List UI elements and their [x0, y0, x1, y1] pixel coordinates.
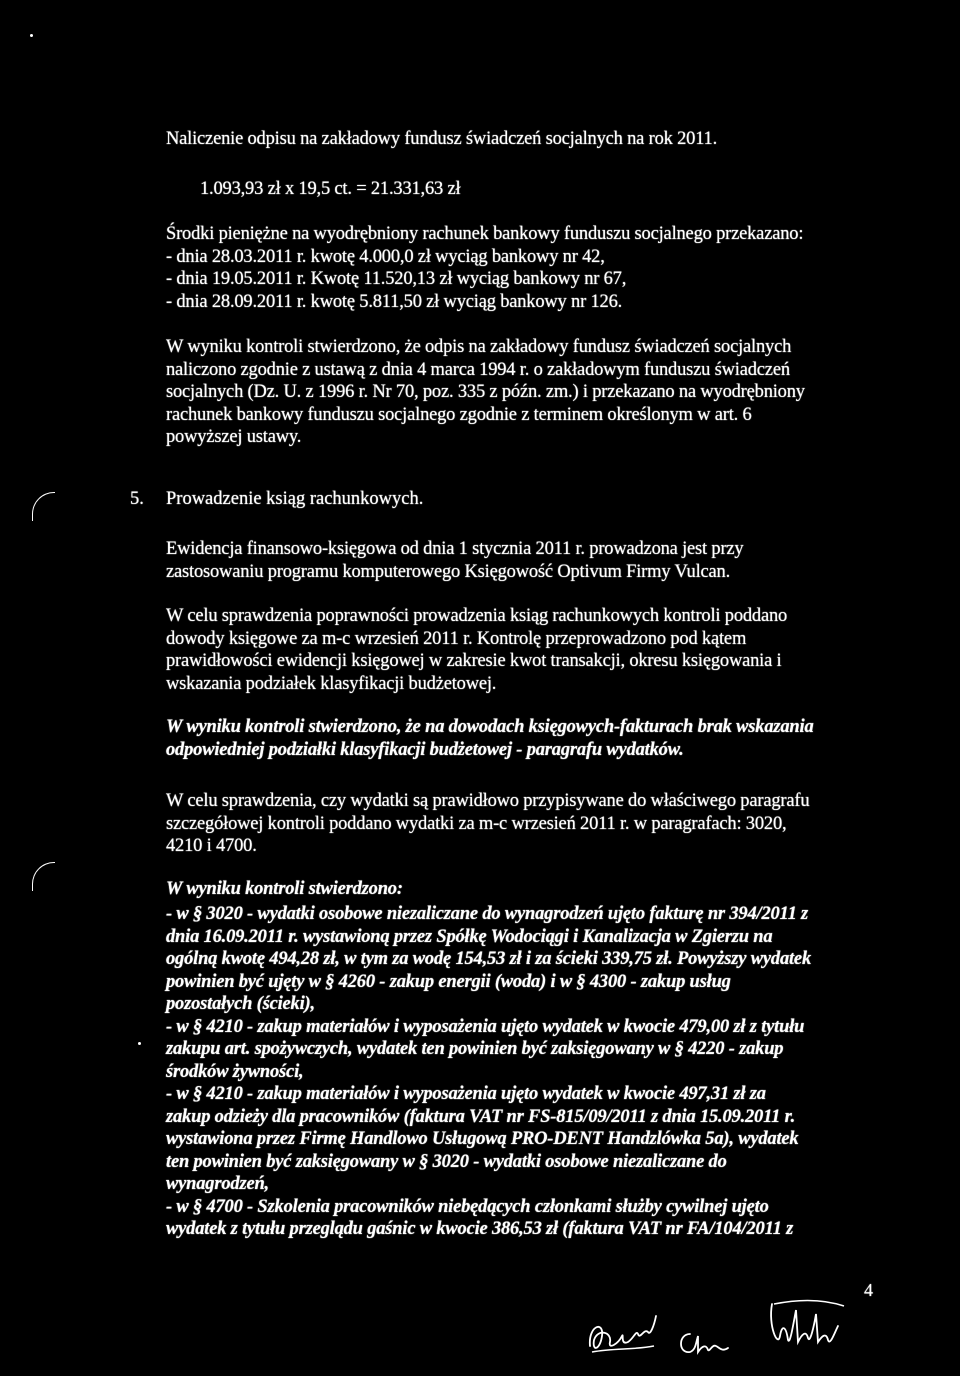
section-title: Prowadzenie ksiąg rachunkowych.: [166, 489, 424, 509]
signature-2: [676, 1322, 736, 1362]
finding-line: dnia 16.09.2011 r. wystawioną przez Spółkę Wodociągi i Kanalizacja w Zgierzu na: [166, 926, 773, 947]
calculation-line: 1.093,93 zł x 19,5 ct. = 21.331,63 zł: [200, 179, 461, 199]
records-paragraph: [166, 538, 874, 583]
paragraph-line: rachunek bankowy funduszu socjalnego zgodnie z terminem określonym w art. 6: [166, 404, 752, 425]
margin-dot-mark: [138, 1042, 141, 1045]
finding-line: wystawiona przez Firmę Handlowo Usługową PRO-DENT Handzlówka 5a), wydatek: [166, 1129, 799, 1149]
findings-list: [166, 903, 874, 1241]
margin-bracket-mark: [32, 492, 55, 521]
check-paragraph: [166, 605, 874, 695]
finding-line: wydatek z tytułu przeglądu gaśnic w kwocie 386,53 zł (faktura VAT nr FA/104/2011 z: [166, 1219, 794, 1239]
paragraph-line: odpowiedniej podziałki klasyfikacji budżetowej - paragrafu wydatków.: [166, 739, 684, 760]
paragraph-line: powyższej ustawy.: [166, 427, 302, 447]
paragraph-line: szczegółowej kontroli poddano wydatki za m-c wrzesień 2011 r. w paragrafach: 3020,: [166, 813, 787, 834]
paragraph-line: wskazania podziałek klasyfikacji budżetowej.: [166, 673, 497, 694]
transfer-item: - dnia 28.09.2011 r. kwotę 5.811,50 zł wyciąg bankowy nr 126.: [166, 291, 623, 312]
scan-speck-mark: [30, 34, 33, 37]
finding-line: - w § 4700 - Szkolenia pracowników niebędących członkami służby cywilnej ujęto: [166, 1196, 769, 1217]
transfer-item: - dnia 28.03.2011 r. kwotę 4.000,0 zł wyciąg bankowy nr 42,: [166, 246, 605, 267]
section-number: 5.: [130, 489, 144, 509]
paragraph-line: W wyniku kontroli stwierdzono, że odpis na zakładowy fundusz świadczeń socjalnych: [166, 337, 792, 357]
finding-line: ten powinien być zaksięgowany w § 3020 - wydatki osobowe niezaliczane do: [166, 1151, 727, 1172]
finding-line: środków żywności,: [166, 1061, 304, 1082]
transfers-block: [166, 223, 874, 313]
paragraph-line: Ewidencja finansowo-księgowa od dnia 1 stycznia 2011 r. prowadzona jest przy: [166, 539, 744, 559]
finding-italic-paragraph: [166, 716, 874, 761]
finding-line: wynagrodzeń,: [166, 1174, 269, 1194]
expenses-paragraph: [166, 790, 874, 858]
paragraph-line: prawidłowości ewidencji księgowej w zakresie kwot transakcji, okresu księgowania i: [166, 651, 782, 671]
finding-line: - w § 4210 - zakup materiałów i wyposażenia ujęto wydatek w kwocie 479,00 zł z tytułu: [166, 1016, 805, 1037]
finding-line: zakupu art. spożywczych, wydatek ten powinien być zaksięgowany w § 4220 - zakup: [166, 1039, 784, 1059]
page-number: 4: [864, 1280, 873, 1300]
findings-heading: W wyniku kontroli stwierdzono:: [166, 879, 403, 899]
transfers-intro: Środki pieniężne na wyodrębniony rachunek bankowy funduszu socjalnego przekazano:: [166, 224, 804, 244]
finding-line: - w § 3020 - wydatki osobowe niezaliczane do wynagrodzeń ujęto fakturę nr 394/2011 z: [166, 904, 809, 924]
paragraph-line: dowody księgowe za m-c wrzesień 2011 r. Kontrolę przeprowadzono pod kątem: [166, 628, 747, 649]
control-result-paragraph: [166, 336, 874, 449]
finding-line: pozostałych (ścieki),: [166, 994, 315, 1014]
paragraph-line: naliczono zgodnie z ustawą z dnia 4 marca 1994 r. o zakładowym funduszu świadczeń: [166, 359, 790, 380]
finding-line: zakup odzieży dla pracowników (faktura VAT nr FS-815/09/2011 z dnia 15.09.2011 r.: [166, 1106, 796, 1127]
margin-bracket-mark: [32, 862, 55, 891]
paragraph-line: socjalnych (Dz. U. z 1996 r. Nr 70, poz. 335 z późn. zm.) i przekazano na wyodrębniony: [166, 382, 805, 402]
paragraph-line: 4210 i 4700.: [166, 836, 257, 856]
paragraph-line: W celu sprawdzenia poprawności prowadzenia ksiąg rachunkowych kontroli poddano: [166, 606, 788, 626]
signature-1: [584, 1306, 664, 1362]
transfer-item: - dnia 19.05.2011 r. Kwotę 11.520,13 zł wyciąg bankowy nr 67,: [166, 269, 627, 289]
section-5-heading: [130, 488, 423, 511]
finding-line: ogólną kwotę 494,28 zł, w tym za wodę 154,53 zł i za ścieki 339,75 zł. Powyższy wydatek: [166, 949, 811, 969]
odpis-header-line: Naliczenie odpisu na zakładowy fundusz świadczeń socjalnych na rok 2011.: [166, 129, 718, 149]
paragraph-line: zastosowaniu programu komputerowego Księgowość Optivum Firmy Vulcan.: [166, 561, 731, 582]
paragraph-line: W wyniku kontroli stwierdzono, że na dowodach księgowych-fakturach brak wskazania: [166, 717, 814, 737]
finding-line: powinien być ujęty w § 4260 - zakup energii (woda) i w § 4300 - zakup usług: [166, 971, 731, 992]
paragraph-line: W celu sprawdzenia, czy wydatki są prawidłowo przypisywane do właściwego paragrafu: [166, 791, 810, 811]
signature-3: [764, 1296, 850, 1358]
finding-line: - w § 4210 - zakup materiałów i wyposażenia ujęto wydatek w kwocie 497,31 zł za: [166, 1084, 766, 1104]
